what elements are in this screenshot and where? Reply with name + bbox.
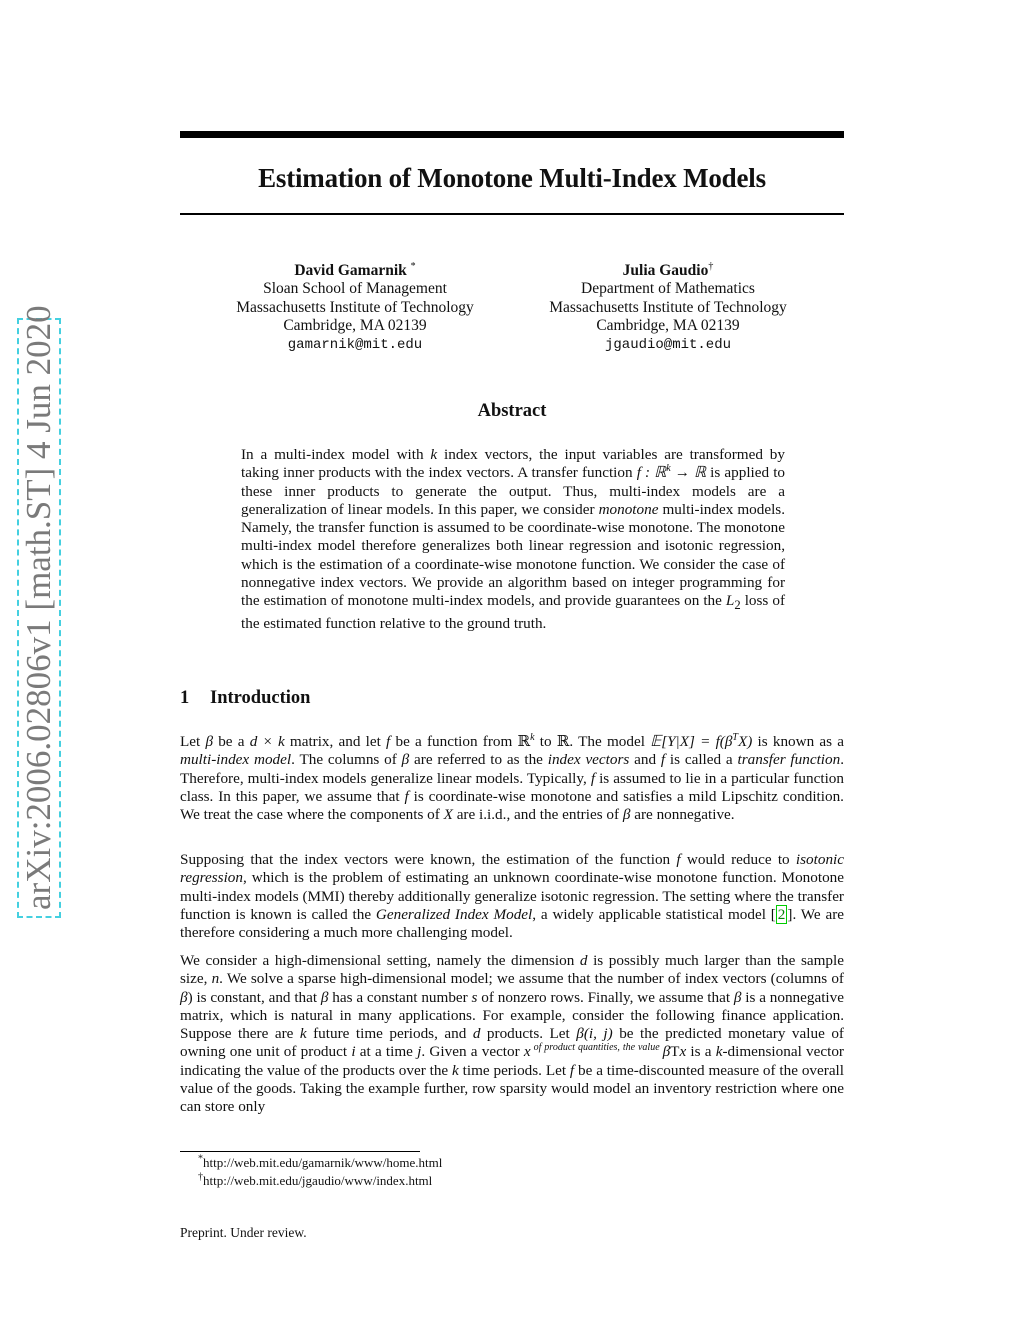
footnote-url[interactable]: http://web.mit.edu/jgaudio/www/index.html [203, 1173, 433, 1188]
paper-title: Estimation of Monotone Multi-Index Models [258, 163, 766, 193]
intro-paragraph-1: Let β be a d × k matrix, and let f be a function from ℝ$^k$ to ℝ. The model 𝔼[Y|X] = $f(\beta^TX)$ is known as a multi-index model. The columns of β are referred to as the index vectors and f is called a transfer function. Therefore, multi-index models generalize linear models. Typically, f is assumed to lie in a particular function class. In this paper, we assume that f is coordinate-wise monotone and satisfies a mild Lipschitz condition. We treat the case where the components of X are i.i.d., and the entries of β are nonnegative. [180, 731, 844, 824]
section-heading-introduction: 1 Introduction [180, 688, 311, 708]
author-email[interactable]: gamarnik@mit.edu [287, 336, 423, 353]
arxiv-side-stamp: arXiv:2006.02806v1 [math.ST] 4 Jun 2020 [17, 318, 61, 918]
footnote-1: *http://web.mit.edu/gamarnik/www/home.html [198, 1153, 443, 1170]
author-institution: Massachusetts Institute of Technology [236, 298, 474, 316]
title-rule-bottom [180, 213, 844, 215]
author-footnote-mark: † [708, 260, 714, 272]
author-affiliation: Sloan School of Management [263, 280, 447, 298]
author-block-1 [205, 262, 505, 354]
citation-link[interactable]: 2 [777, 905, 786, 923]
author-email[interactable]: jgaudio@mit.edu [604, 336, 732, 353]
author-institution: Massachusetts Institute of Technology [549, 298, 787, 316]
intro-paragraph-2: Supposing that the index vectors were known, the estimation of the function f would reduce to isotonic regression, which is the problem of estimating an unknown coordinate-wise monotone function. Monotone multi-index models (MMI) thereby additionally generalize isotonic regression. The setting where the transfer function is known is called the Generalized Index Model, a widely applicable statistical model [ 2 ]. We are therefore considering a much more challenging model. [180, 851, 844, 942]
footnote-2: †http://web.mit.edu/jgaudio/www/index.html [198, 1171, 433, 1188]
author-block-2 [518, 262, 818, 354]
preprint-footer: Preprint. Under review. [180, 1225, 307, 1240]
author-footnote-mark: * [410, 260, 416, 272]
author-city: Cambridge, MA 02139 [596, 317, 740, 335]
intro-paragraph-3: We consider a high-dimensional setting, namely the dimension d is possibly much larger than the sample size, n. We solve a sparse high-dimensional model; we assume that the number of index vectors (columns of β) is constant, and that β has a constant number s of nonzero rows. Finally, we assume that β is a nonnegative matrix, which is natural in many applications. For example, consider the following finance application. Suppose there are k future time periods, and d products. Let β(i, j) be the predicted monetary value of owning one unit of product i at a time j. Given a vector x $^{of product quantities, the value}$ βTx is a k-dimensional vector indicating the value of the products over the k time periods. Let f be a time-discounted measure of the overall value of the goods. Taking the example further, row sparsity would model an inventory restriction where one can store only [180, 952, 844, 1116]
abstract-text: In a multi-index model with k index vectors, the input variables are transformed by taking inner products with the index vectors. A transfer function f : ℝ$^k$ → ℝ is applied to these inner products to generate the output. Thus, multi-index models are a generalization of linear models. In this paper, we consider monotone multi-index models. Namely, the transfer function is assumed to be coordinate-wise monotone. The monotone multi-index model therefore generalizes both linear regression and isotonic regression, which is the estimation of a coordinate-wise monotone function. We consider the case of nonnegative index vectors. We provide an algorithm based on integer programming for the estimation of monotone multi-index models, and provide guarantees on the $L_2$ loss of the estimated function relative to the ground truth. [241, 446, 786, 632]
footnote-url[interactable]: http://web.mit.edu/gamarnik/www/home.html [203, 1155, 443, 1170]
abstract-heading: Abstract [477, 401, 547, 421]
footnote-rule [180, 1151, 420, 1152]
author-name: David Gamarnik [294, 262, 407, 279]
author-city: Cambridge, MA 02139 [283, 317, 427, 335]
author-affiliation: Department of Mathematics [581, 280, 755, 298]
title-rule-top [180, 131, 844, 138]
author-name: Julia Gaudio [622, 262, 709, 279]
